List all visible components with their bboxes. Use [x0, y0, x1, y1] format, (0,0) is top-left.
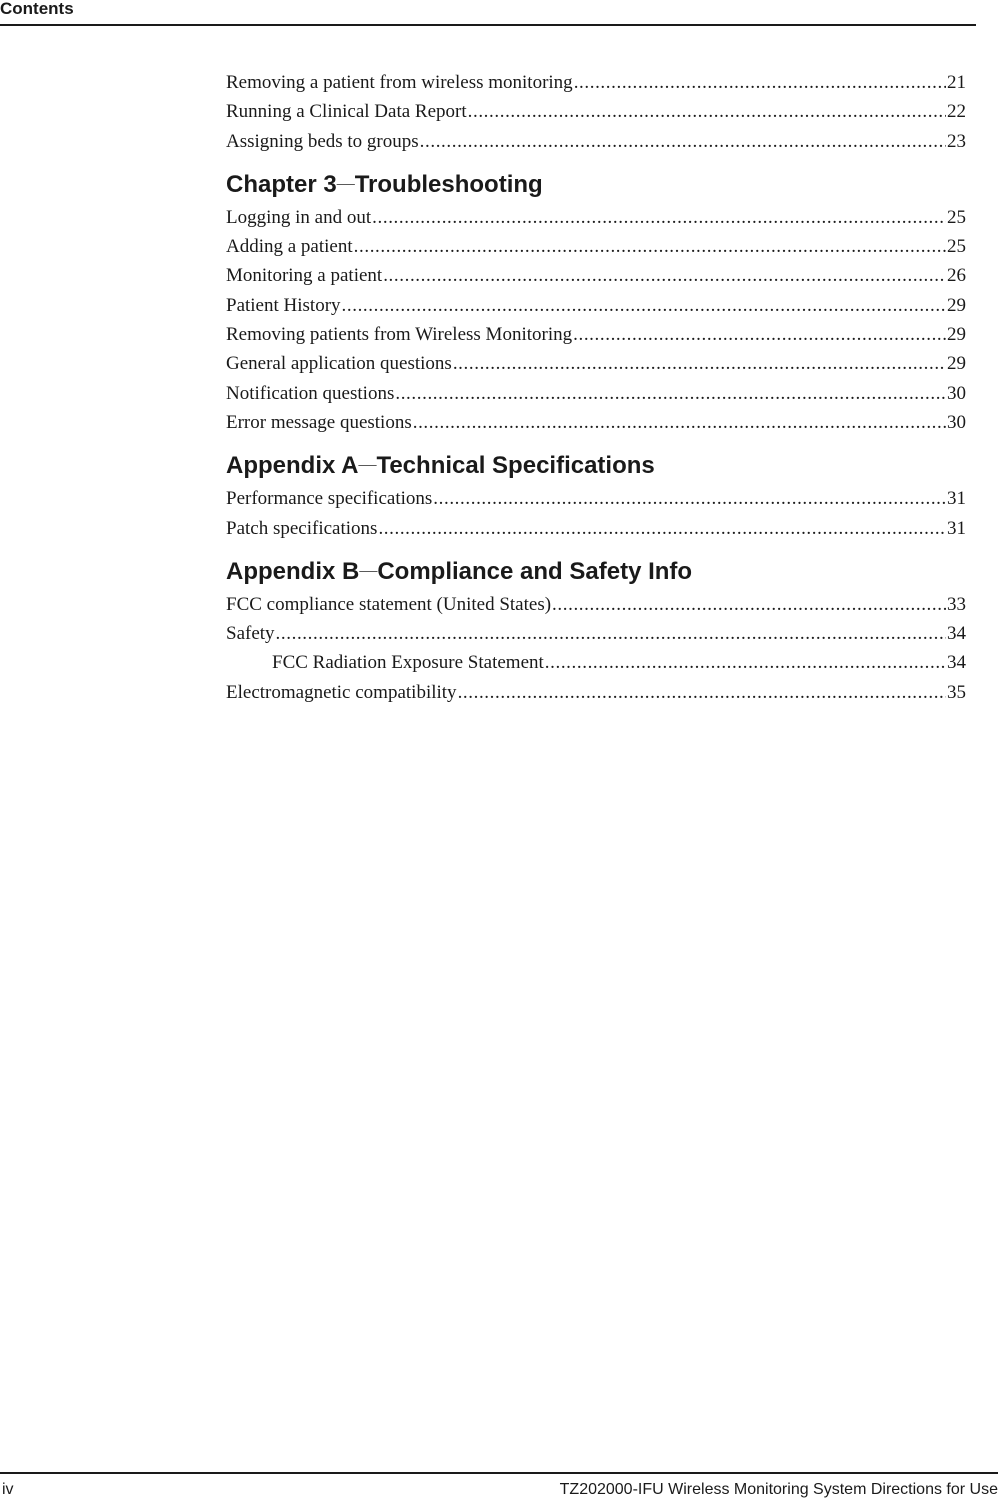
toc-entry-page: 31	[947, 488, 966, 510]
section-title: Compliance and Safety Info	[377, 557, 693, 585]
toc-entry[interactable]	[226, 678, 966, 707]
section-label: Appendix B	[226, 557, 360, 585]
dot-leader	[468, 97, 946, 126]
toc-entry[interactable]	[226, 261, 966, 290]
dot-leader	[552, 590, 946, 619]
page-header	[0, 0, 976, 26]
dot-leader	[378, 514, 946, 543]
toc-entry-title: General application questions	[226, 353, 452, 375]
toc-entry[interactable]	[226, 97, 966, 126]
toc-entry[interactable]	[226, 203, 966, 232]
section-separator: —	[359, 559, 378, 580]
dot-leader	[342, 291, 946, 320]
toc-entry-title: Performance specifications	[226, 488, 433, 510]
dot-leader	[574, 68, 946, 97]
toc-entry-title: Removing patients from Wireless Monitoring	[226, 324, 573, 346]
section-label: Chapter 3	[226, 170, 337, 198]
dot-leader	[453, 349, 946, 378]
toc-entry-title: Logging in and out	[226, 206, 372, 228]
toc-section-chapter-3	[226, 170, 966, 437]
footer-document-title: TZ202000-IFU Wireless Monitoring System Directions for Use	[559, 1481, 998, 1498]
toc-entry-title: Electromagnetic compatibility	[226, 681, 457, 703]
toc-section-appendix-a	[226, 451, 966, 543]
toc-entry[interactable]	[226, 590, 966, 619]
dot-leader	[545, 648, 946, 677]
dot-leader	[433, 484, 946, 513]
toc-entry-title: Notification questions	[226, 382, 395, 404]
section-separator: —	[336, 172, 355, 193]
section-heading[interactable]	[226, 451, 966, 482]
dot-leader	[413, 408, 946, 437]
toc-entry-title: Monitoring a patient	[226, 265, 383, 287]
toc-entry[interactable]	[226, 127, 966, 156]
toc-entry-page: 29	[947, 294, 966, 316]
dot-leader	[458, 678, 946, 707]
page-footer	[0, 1472, 998, 1498]
toc-entry-page: 35	[947, 681, 966, 703]
toc-entry-page: 22	[947, 101, 966, 123]
toc-entry-title: Adding a patient	[226, 236, 353, 258]
toc-entry-page: 31	[947, 517, 966, 539]
header-title: Contents	[0, 0, 74, 18]
toc-entry[interactable]	[226, 619, 966, 648]
section-label: Appendix A	[226, 452, 359, 480]
dot-leader	[573, 320, 946, 349]
toc-entry-page: 34	[947, 623, 966, 645]
toc-entry[interactable]	[226, 379, 966, 408]
toc-entry-title: Error message questions	[226, 411, 412, 433]
toc-entry-page: 21	[947, 72, 966, 93]
dot-leader	[354, 232, 946, 261]
toc-lead-section	[226, 68, 966, 156]
toc-entry[interactable]	[226, 291, 966, 320]
toc-entry-page: 25	[947, 206, 966, 228]
toc-entry[interactable]	[226, 320, 966, 349]
footer-page-number: iv	[2, 1481, 14, 1498]
toc-entry[interactable]	[226, 349, 966, 378]
section-separator: —	[358, 454, 377, 475]
section-title: Troubleshooting	[354, 170, 543, 198]
toc-entry-page: 30	[947, 382, 966, 404]
section-heading[interactable]	[226, 557, 966, 588]
dot-leader	[395, 379, 946, 408]
toc-entry-page: 26	[947, 265, 966, 287]
dot-leader	[420, 127, 946, 156]
toc-entry[interactable]	[226, 514, 966, 543]
section-title: Technical Specifications	[376, 452, 655, 480]
toc-section-appendix-b	[226, 557, 966, 707]
toc-entry[interactable]	[226, 408, 966, 437]
toc-entry-title: Patch specifications	[226, 517, 378, 539]
toc-entry-title: Assigning beds to groups	[226, 130, 419, 152]
toc-entry-page: 34	[947, 652, 966, 674]
toc-entry-title: Removing a patient from wireless monitoring	[226, 72, 573, 93]
toc-entry-page: 29	[947, 324, 966, 346]
section-heading[interactable]	[226, 170, 966, 201]
toc-entry-page: 25	[947, 236, 966, 258]
toc-entry-title: Patient History	[226, 294, 341, 316]
toc-entry[interactable]	[226, 68, 966, 97]
toc-entry-page: 23	[947, 130, 966, 152]
dot-leader	[383, 261, 946, 290]
toc-entry-page: 33	[947, 593, 966, 615]
dot-leader	[372, 203, 946, 232]
dot-leader	[276, 619, 946, 648]
toc-entry-title: FCC compliance statement (United States)	[226, 593, 552, 615]
toc-entry-page: 30	[947, 411, 966, 433]
toc-entry[interactable]	[226, 484, 966, 513]
toc-subentry[interactable]	[226, 648, 966, 677]
table-of-contents	[226, 68, 966, 721]
toc-entry[interactable]	[226, 232, 966, 261]
toc-entry-page: 29	[947, 353, 966, 375]
toc-entry-title: Running a Clinical Data Report	[226, 101, 467, 123]
toc-entry-title: Safety	[226, 623, 275, 645]
toc-entry-title: FCC Radiation Exposure Statement	[272, 652, 544, 674]
